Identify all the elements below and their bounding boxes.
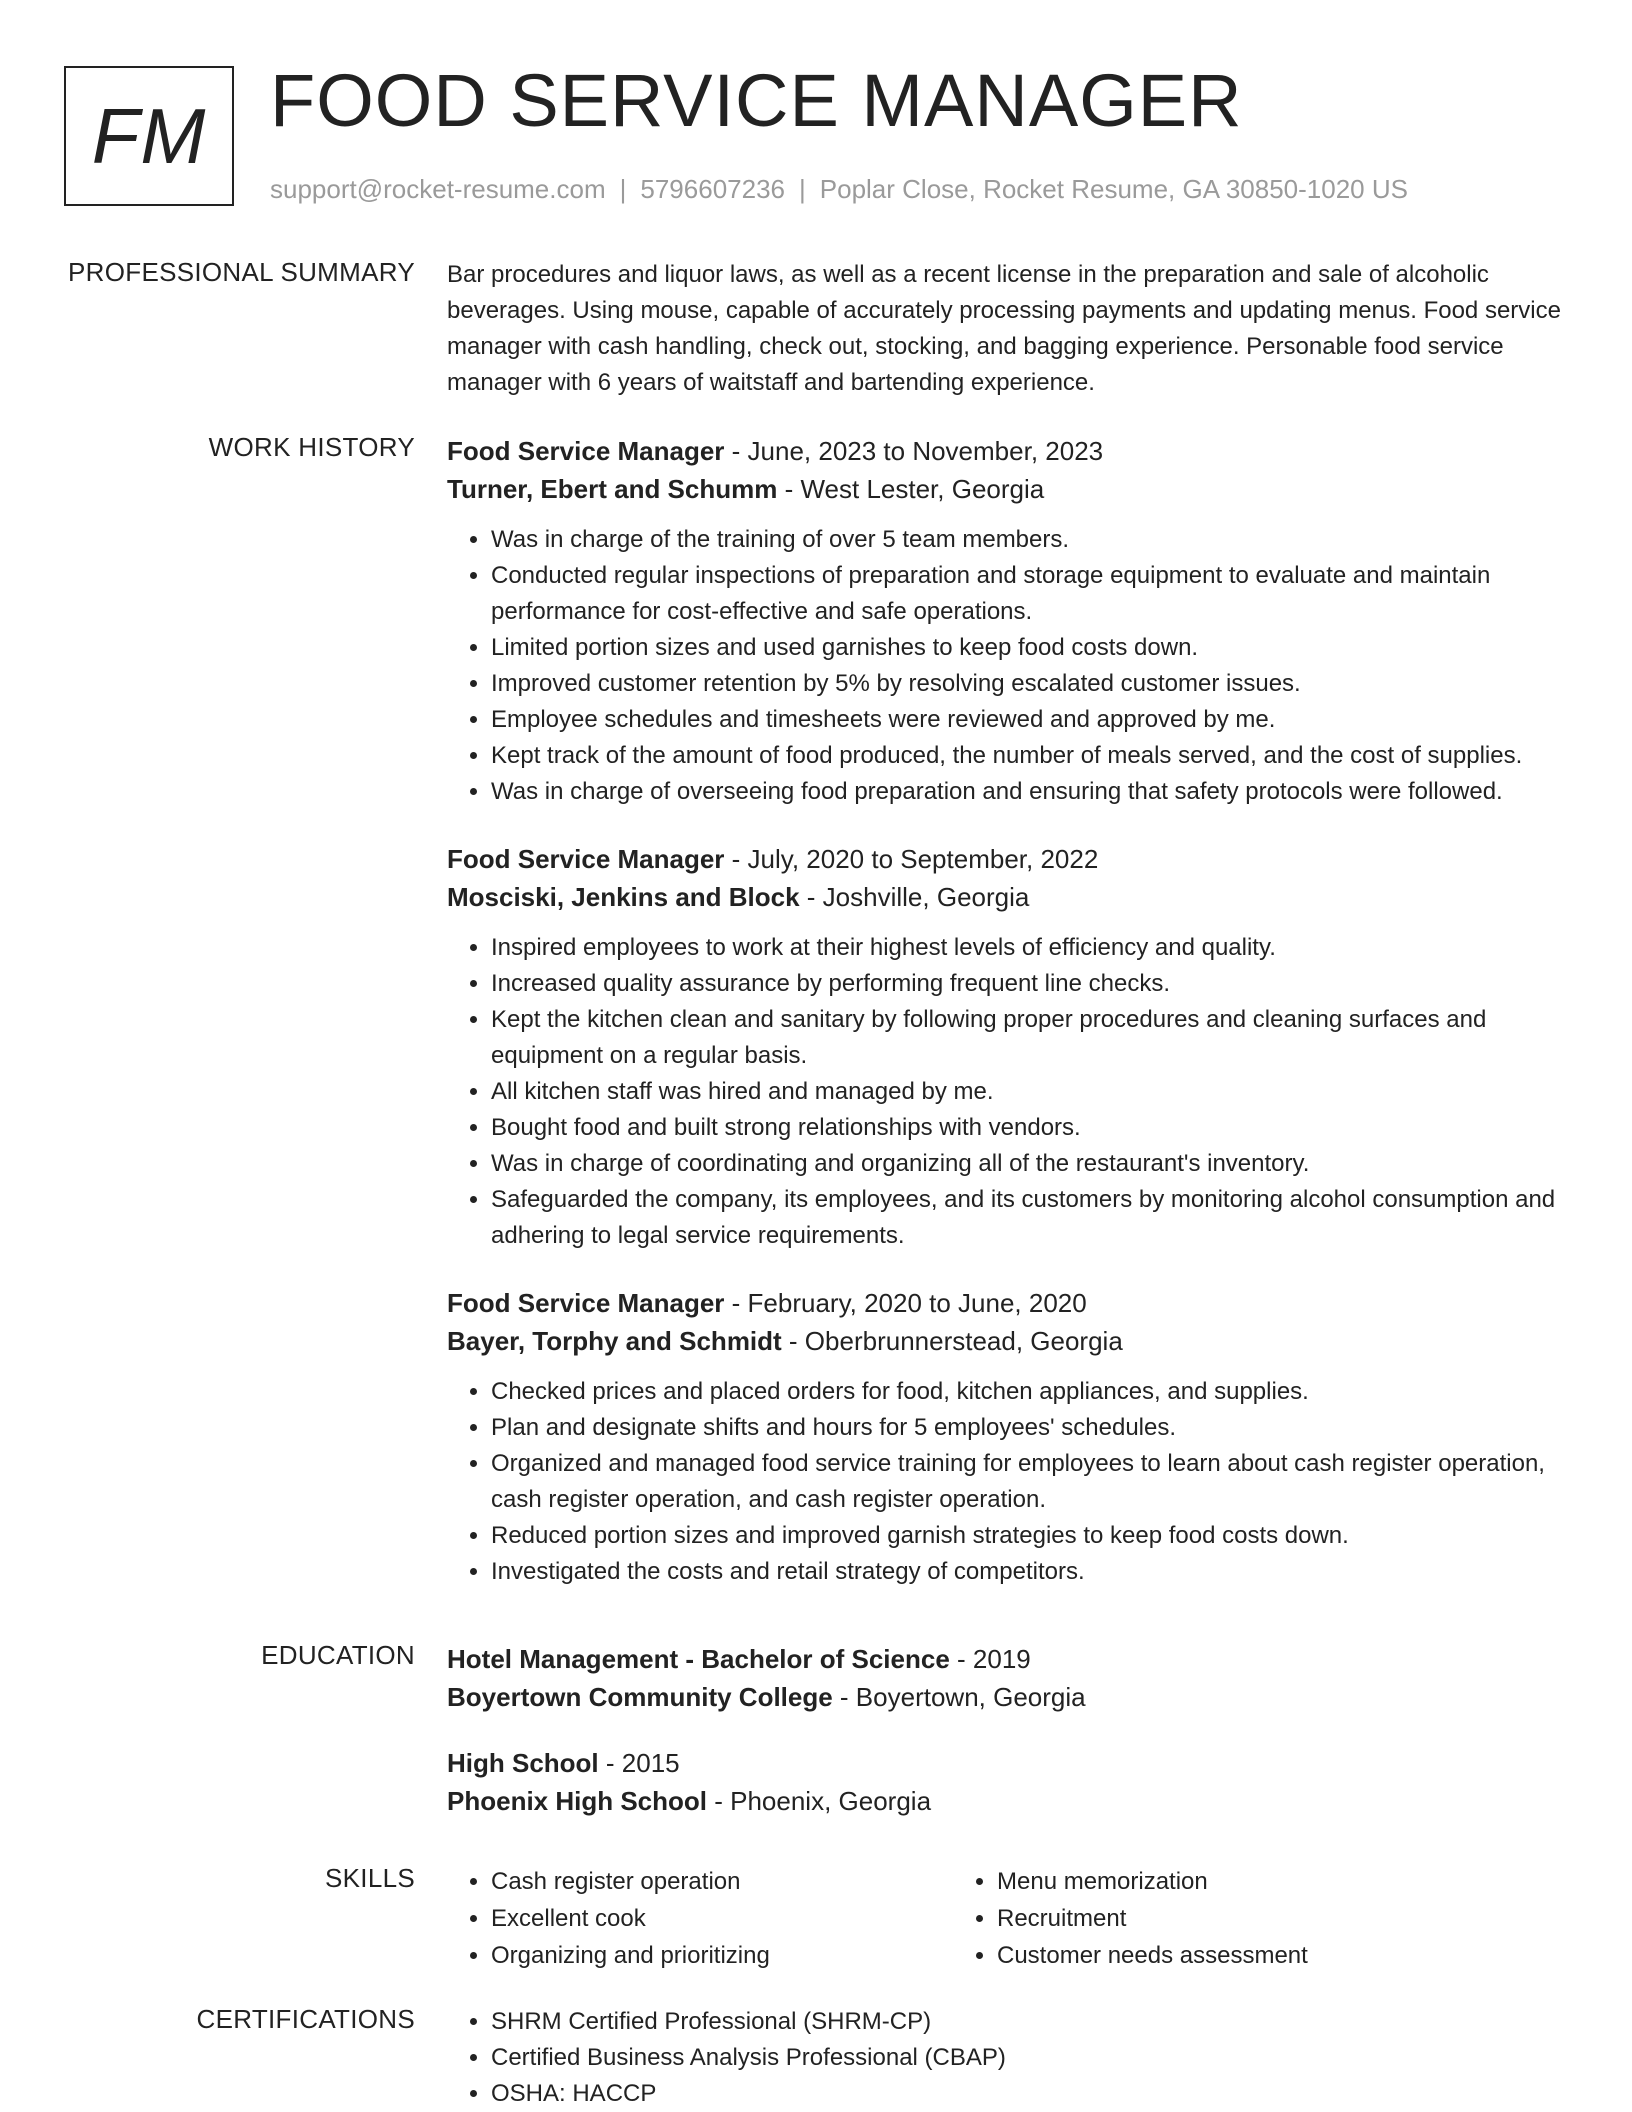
- job-bullets: [447, 1374, 1572, 1590]
- job-company: Mosciski, Jenkins and Block: [447, 882, 800, 912]
- list-item: • Conducted regular inspections of preparation and storage equipment to evaluate and maintain performance for cost-effective and safe operations.: [491, 558, 1572, 630]
- education-year: - 2019: [949, 1644, 1031, 1674]
- contact-line: [270, 174, 1408, 205]
- job-location: - Oberbrunnerstead, Georgia: [781, 1326, 1123, 1356]
- education-school: Phoenix High School: [447, 1786, 708, 1816]
- job-dates: - February, 2020 to June, 2020: [724, 1288, 1087, 1318]
- list-item: • Cash register operation: [491, 1863, 953, 1900]
- contact-phone[interactable]: 5796607236: [640, 174, 785, 204]
- job-dates: - June, 2023 to November, 2023: [724, 436, 1104, 466]
- skills-grid: [447, 1863, 1572, 1974]
- job-location: - West Lester, Georgia: [777, 474, 1045, 504]
- job-title: Food Service Manager: [447, 436, 725, 466]
- list-item: • SHRM Certified Professional (SHRM-CP): [491, 2004, 1572, 2040]
- list-item: • Was in charge of overseeing food preparation and ensuring that safety protocols were followed.: [491, 774, 1572, 810]
- education-degree: High School: [447, 1748, 599, 1778]
- skills-list-right: [953, 1863, 1459, 1974]
- page-title: FOOD SERVICE MANAGER: [270, 59, 1243, 142]
- list-item: • Customer needs assessment: [997, 1937, 1459, 1974]
- list-item: • Kept track of the amount of food produced, the number of meals served, and the cost of supplies.: [491, 738, 1572, 774]
- list-item: • Bought food and built strong relationships with vendors.: [491, 1110, 1572, 1146]
- list-item: • Plan and designate shifts and hours for 5 employees' schedules.: [491, 1410, 1572, 1446]
- list-item: • Kept the kitchen clean and sanitary by following proper procedures and cleaning surfaces and equipment on a regular basis.: [491, 1002, 1572, 1074]
- list-item: • Excellent cook: [491, 1900, 953, 1937]
- list-item: • Organized and managed food service training for employees to learn about cash register operation, cash register operation, and cash register operation.: [491, 1446, 1572, 1518]
- contact-email[interactable]: support@rocket-resume.com: [270, 174, 606, 204]
- education-entry: [447, 1640, 1572, 1716]
- list-item: • Was in charge of the training of over 5 team members.: [491, 522, 1572, 558]
- section-label-summary: PROFESSIONAL SUMMARY: [68, 257, 415, 287]
- list-item: • OSHA: HACCP: [491, 2076, 1572, 2112]
- section-label-education: EDUCATION: [261, 1640, 415, 1670]
- job-entry: [447, 1284, 1572, 1590]
- job-entry: [447, 432, 1572, 810]
- job-dates: - July, 2020 to September, 2022: [724, 844, 1099, 874]
- job-location: - Joshville, Georgia: [799, 882, 1030, 912]
- section-label-work-history: WORK HISTORY: [208, 432, 415, 462]
- list-item: • Increased quality assurance by performing frequent line checks.: [491, 966, 1572, 1002]
- list-item: • Limited portion sizes and used garnishes to keep food costs down.: [491, 630, 1572, 666]
- education-school: Boyertown Community College: [447, 1682, 833, 1712]
- list-item: • Investigated the costs and retail strategy of competitors.: [491, 1554, 1572, 1590]
- list-item: • Organizing and prioritizing: [491, 1937, 953, 1974]
- list-item: • All kitchen staff was hired and managed by me.: [491, 1074, 1572, 1110]
- list-item: • Checked prices and placed orders for food, kitchen appliances, and supplies.: [491, 1374, 1572, 1410]
- section-label-skills: SKILLS: [325, 1863, 415, 1893]
- list-item: • Improved customer retention by 5% by resolving escalated customer issues.: [491, 666, 1572, 702]
- contact-address: Poplar Close, Rocket Resume, GA 30850-1020 US: [819, 174, 1408, 204]
- job-entry: [447, 840, 1572, 1254]
- certifications-list: [447, 2004, 1572, 2112]
- education-entry: [447, 1744, 1572, 1820]
- contact-separator: |: [619, 174, 627, 204]
- education-location: - Phoenix, Georgia: [707, 1786, 932, 1816]
- education-location: - Boyertown, Georgia: [832, 1682, 1086, 1712]
- job-bullets: [447, 522, 1572, 810]
- job-company: Turner, Ebert and Schumm: [447, 474, 778, 504]
- job-bullets: [447, 930, 1572, 1254]
- list-item: • Employee schedules and timesheets were reviewed and approved by me.: [491, 702, 1572, 738]
- education-degree: Hotel Management - Bachelor of Science: [447, 1644, 950, 1674]
- list-item: • Was in charge of coordinating and organizing all of the restaurant's inventory.: [491, 1146, 1572, 1182]
- list-item: • Inspired employees to work at their highest levels of efficiency and quality.: [491, 930, 1572, 966]
- section-label-certifications: CERTIFICATIONS: [196, 2004, 415, 2034]
- list-item: • Certified Business Analysis Professional (CBAP): [491, 2040, 1572, 2076]
- contact-separator: |: [799, 174, 806, 204]
- list-item: • Recruitment: [997, 1900, 1459, 1937]
- skills-list-left: [447, 1863, 953, 1974]
- monogram: FM: [64, 66, 234, 206]
- summary-text: Bar procedures and liquor laws, as well as a recent license in the preparation and sale of alcoholic beverages. Using mouse, capable of accurately processing payments and updating menus. Food service manager with cash handling, check out, stocking, and bagging experience. Personable food service manager with 6 years of waitstaff and bartending experience.: [447, 261, 1561, 396]
- education-year: - 2015: [598, 1748, 680, 1778]
- job-title: Food Service Manager: [447, 1288, 725, 1318]
- list-item: • Menu memorization: [997, 1863, 1459, 1900]
- job-title: Food Service Manager: [447, 844, 725, 874]
- list-item: • Reduced portion sizes and improved garnish strategies to keep food costs down.: [491, 1518, 1572, 1554]
- list-item: • Safeguarded the company, its employees, and its customers by monitoring alcohol consumption and adhering to legal service requirements.: [491, 1182, 1572, 1254]
- job-company: Bayer, Torphy and Schmidt: [447, 1326, 782, 1356]
